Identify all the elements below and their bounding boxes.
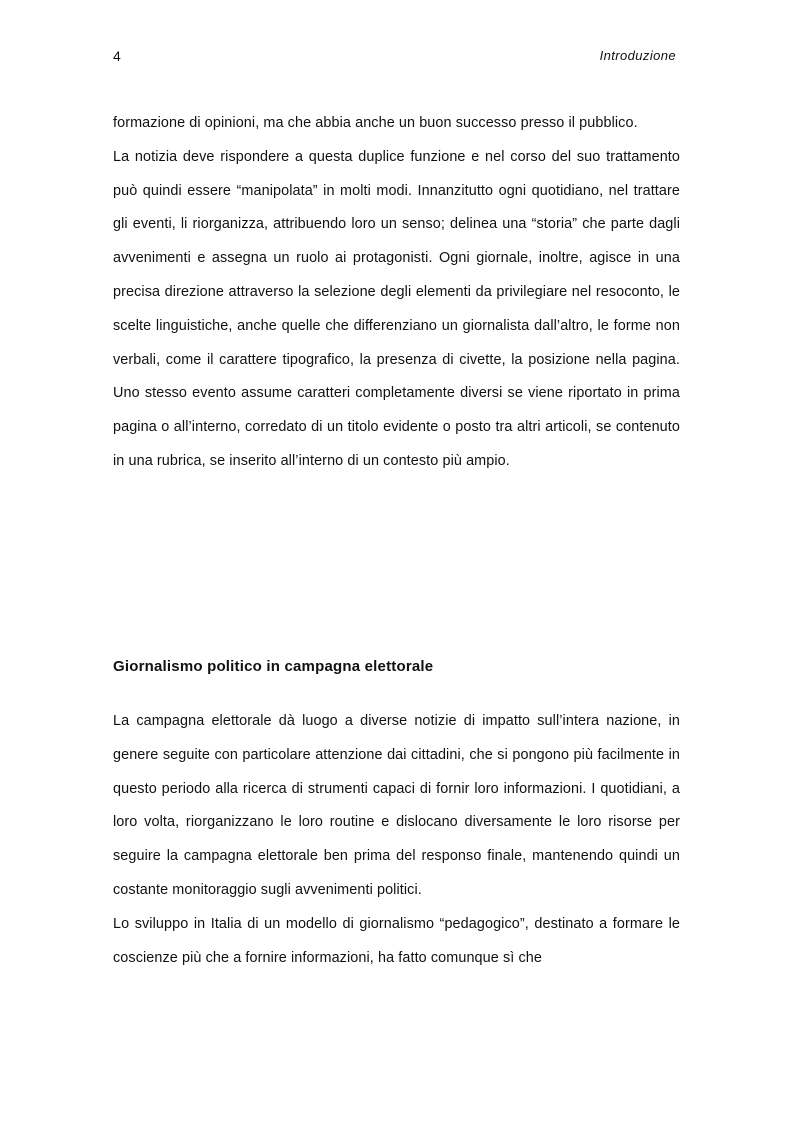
paragraph: formazione di opinioni, ma che abbia anche un buon successo presso il pubblico. bbox=[113, 115, 638, 131]
paragraph: Lo sviluppo in Italia di un modello di giornalismo “pedagogico”, destinato a formare le coscienze più che a fornire informazioni, ha fatto comunque sì che bbox=[113, 915, 680, 966]
body-text-block-2 bbox=[113, 705, 680, 975]
running-header: Introduzione bbox=[599, 48, 676, 63]
section-heading: Giornalismo politico in campagna elettorale bbox=[113, 658, 434, 675]
paragraph: La campagna elettorale dà luogo a diverse notizie di impatto sull’intera nazione, in genere seguite con particolare attenzione dai cittadini, che si pongono più facilmente in questo periodo alla ricerca di strumenti capaci di fornir loro informazioni. I quotidiani, a loro volta, riorganizzano le loro routine e dislocano diversamente le loro risorse per seguire la campagna elettorale ben prima del responso finale, mantenendo quindi un costante monitoraggio sugli avvenimenti politici. bbox=[113, 713, 680, 898]
page-number: 4 bbox=[113, 48, 121, 64]
body-text-block-1 bbox=[113, 107, 680, 479]
paragraph: La notizia deve rispondere a questa duplice funzione e nel corso del suo trattamento può quindi essere “manipolata” in molti modi. Innanzitutto ogni quotidiano, nel trattare gli eventi, li riorganizza, attribuendo loro un senso; delinea una “storia” che parte dagli avvenimenti e assegna un ruolo ai protagonisti. Ogni giornale, inoltre, agisce in una precisa direzione attraverso la selezione degli elementi da privilegiare nel resoconto, le scelte linguistiche, anche quelle che differenziano un giornalista dall’altro, le forme non verbali, come il carattere tipografico, la presenza di civette, la posizione nella pagina. Uno stesso evento assume caratteri completamente diversi se viene riportato in prima pagina o all’interno, corredato di un titolo evidente o posto tra altri articoli, se contenuto in una rubrica, se inserito all’interno di un contesto più ampio. bbox=[113, 148, 680, 469]
